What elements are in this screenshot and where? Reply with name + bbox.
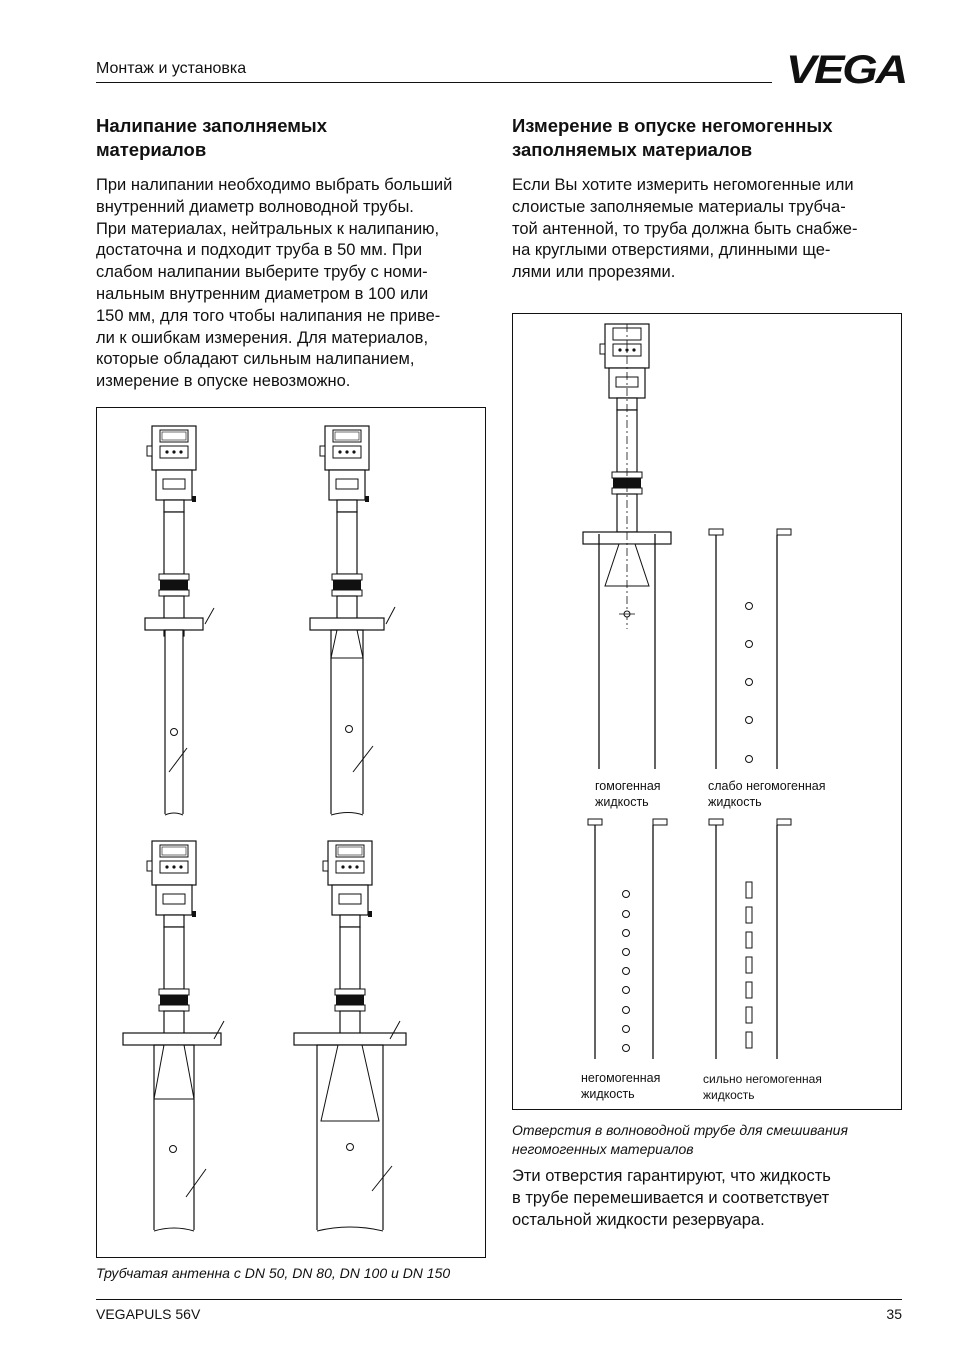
label-line: жидкость (708, 795, 762, 809)
caption-line: негомогенных материалов (512, 1141, 694, 1157)
text-line: нальным внутренним диаметром в 100 или (96, 284, 429, 303)
tube-antenna-drawing (97, 408, 485, 1257)
tube-antenna-figure (96, 407, 486, 1258)
text-line: ли к ошибкам измерения. Для материалов, (96, 328, 429, 347)
header-rule (96, 82, 772, 83)
pipe-inhomogeneous (588, 819, 667, 1059)
right-paragraph-2 (512, 1166, 831, 1231)
pipe-openings-figure (512, 313, 902, 1110)
label-slightly-inhomogeneous (708, 778, 825, 810)
left-figure-caption: Трубчатая антенна с DN 50, DN 80, DN 100 и DN 150 (96, 1265, 451, 1281)
label-line: жидкость (703, 1088, 755, 1102)
text-line: внутренний диаметр волноводной трубы. (96, 197, 414, 216)
pipe-strongly-inhomogeneous (709, 819, 791, 1059)
left-paragraph (96, 175, 452, 393)
text-line: При материалах, нейтральных к налипанию, (96, 219, 440, 238)
text-line: остальной жидкости резервуара. (512, 1210, 765, 1229)
footer-product: VEGAPULS 56V (96, 1306, 201, 1322)
label-homogeneous (595, 778, 661, 810)
text-line: Если Вы хотите измерить негомогенные или (512, 176, 854, 194)
text-line: 150 мм, для того чтобы налипания не приве- (96, 306, 441, 325)
left-heading (96, 114, 327, 162)
label-line: слабо негомогенная (708, 779, 826, 793)
text-line: на круглыми отверстиями, длинными ще- (512, 241, 831, 260)
antenna-dn80 (310, 426, 395, 815)
label-line: жидкость (595, 795, 649, 809)
text-line: достаточна и подходит труба в 50 мм. При (96, 241, 423, 260)
pipe-slightly-inhomogeneous (709, 529, 791, 769)
text-line: При налипании необходимо выбрать больший (96, 176, 453, 194)
label-inhomogeneous (581, 1070, 660, 1102)
text-line: лями или прорезями. (512, 263, 676, 282)
sensor-head (583, 324, 671, 629)
antenna-dn150 (294, 841, 406, 1231)
label-line: гомогенная (595, 779, 661, 793)
page-header-title: Монтаж и установка (96, 60, 247, 77)
text-line: слабом налипании выберите трубу с номи- (96, 263, 428, 282)
caption-line: Отверстия в волноводной трубе для смешивания (512, 1122, 848, 1138)
label-strongly-inhomogeneous (703, 1071, 822, 1103)
text-line: Эти отверстия гарантируют, что жидкость (512, 1167, 831, 1185)
left-heading-line: Налипание заполняемых (96, 115, 328, 136)
vega-logo (786, 50, 908, 86)
text-line: которые обладают сильным налипанием, (96, 350, 415, 369)
right-heading-line: заполняемых материалов (512, 139, 753, 160)
label-line: негомогенная (581, 1071, 661, 1085)
label-line: сильно негомогенная (703, 1072, 822, 1086)
text-line: в трубе перемешивается и соответствует (512, 1188, 830, 1207)
right-heading (512, 114, 833, 162)
vega-logo-text: VEGA (786, 50, 906, 86)
antenna-dn50 (145, 426, 214, 815)
text-line: слоистые заполняемые материалы трубча- (512, 197, 846, 216)
right-figure-caption (512, 1121, 848, 1159)
footer-rule (96, 1299, 902, 1300)
right-heading-line: Измерение в опуске негомогенных (512, 115, 833, 136)
pipe-openings-drawing (513, 314, 901, 1109)
antenna-dn100 (123, 841, 224, 1231)
text-line: той антенной, то труба должна быть снабже- (512, 219, 858, 238)
page-number: 35 (886, 1306, 902, 1322)
label-line: жидкость (581, 1087, 635, 1101)
right-paragraph (512, 175, 857, 284)
left-heading-line: материалов (96, 139, 207, 160)
text-line: измерение в опуске невозможно. (96, 372, 351, 391)
